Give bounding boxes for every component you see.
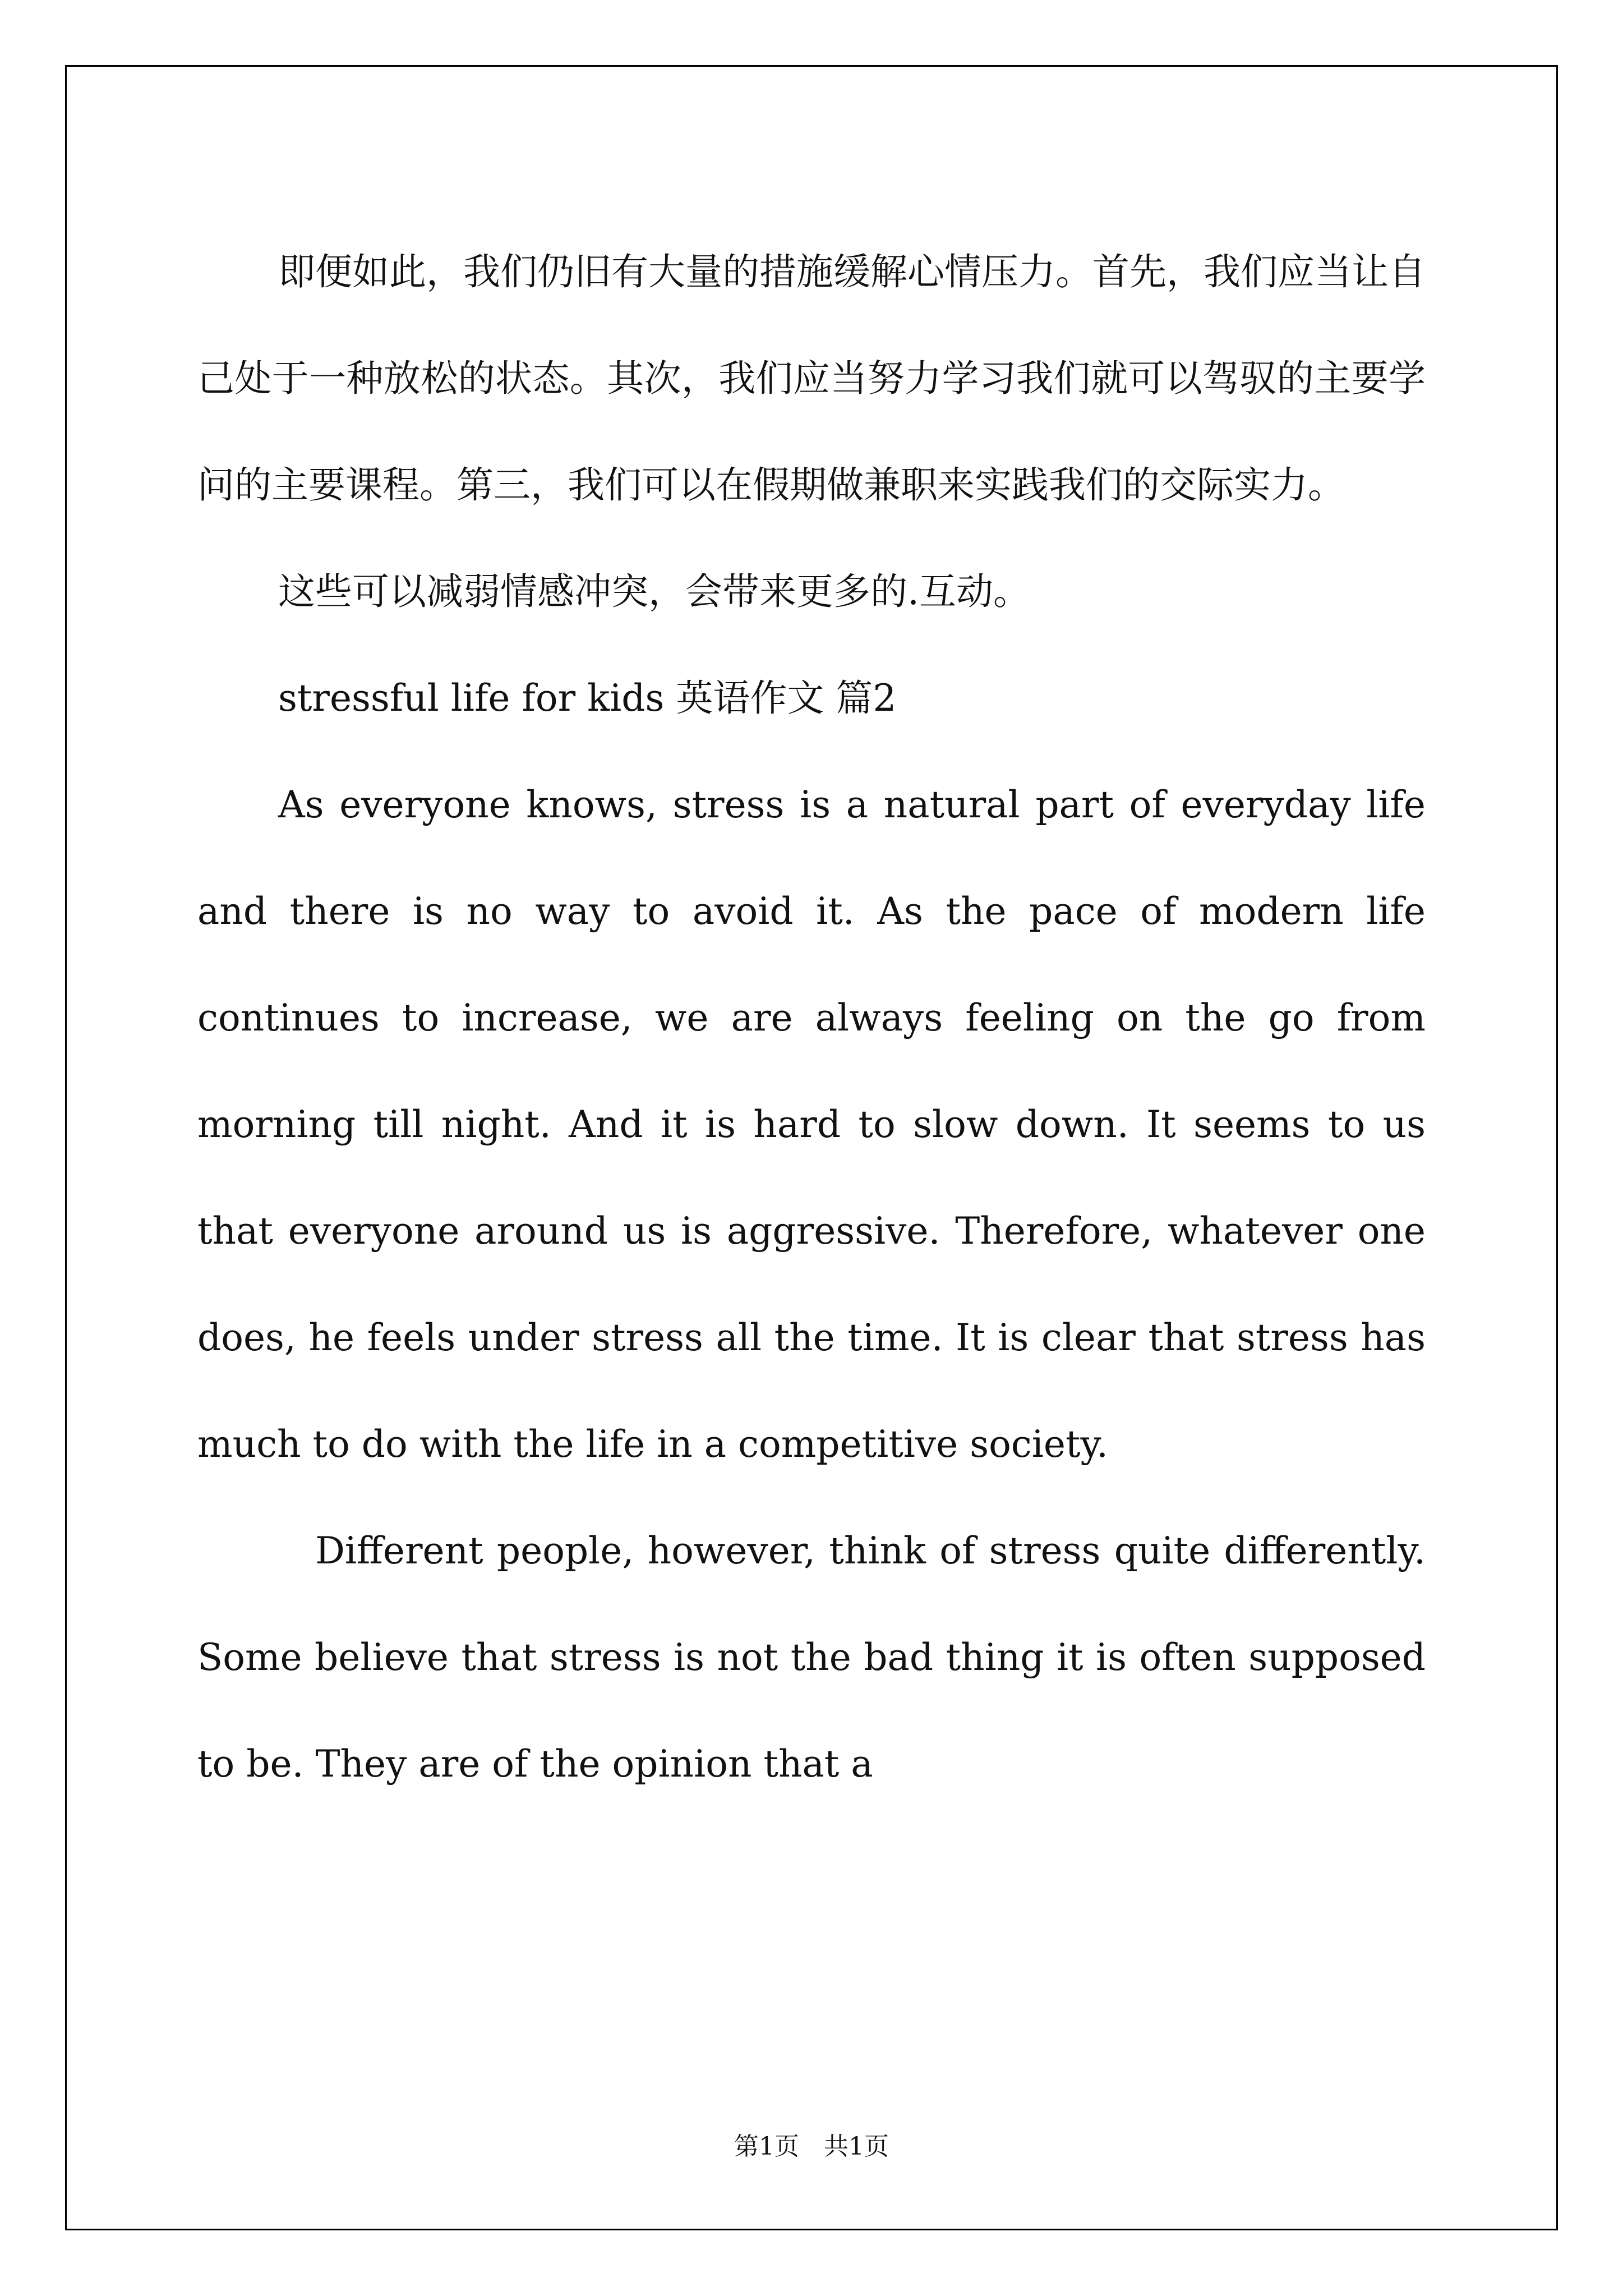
paragraph-chinese-1: 即便如此，我们仍旧有大量的措施缓解心情压力。首先，我们应当让自己处于一种放松的状态。其次，我们应当努力学习我们就可以驾驭的主要学问的主要课程。第三，我们可以在假期做兼职来实践我们的交际实力。 [197, 250, 1426, 507]
document-body [197, 219, 1426, 1818]
section-heading: stressful life for kids 英语作文 篇2 [278, 677, 897, 720]
paragraph-chinese-2: 这些可以减弱情感冲突，会带来更多的.互动。 [278, 570, 1030, 613]
page-number-footer: 第1页 共1页 [734, 2132, 889, 2161]
paragraph-english-1: As everyone knows, stress is a natural part of everyday life and there is no way to avoid it. As the pace of modern life continues to increase, we are always feeling on the go from morning till night. And it is hard to slow down. It seems to us that everyone around us is aggressive. Therefore, whatever one does, he feels under stress all the time. It is clear that stress has much to do with the life in a competitive society. [197, 783, 1426, 1466]
paragraph-english-2: Different people, however, think of stress quite differently. Some believe that stress is not the bad thing it is often supposed to be. They are of the opinion that a [197, 1529, 1426, 1786]
